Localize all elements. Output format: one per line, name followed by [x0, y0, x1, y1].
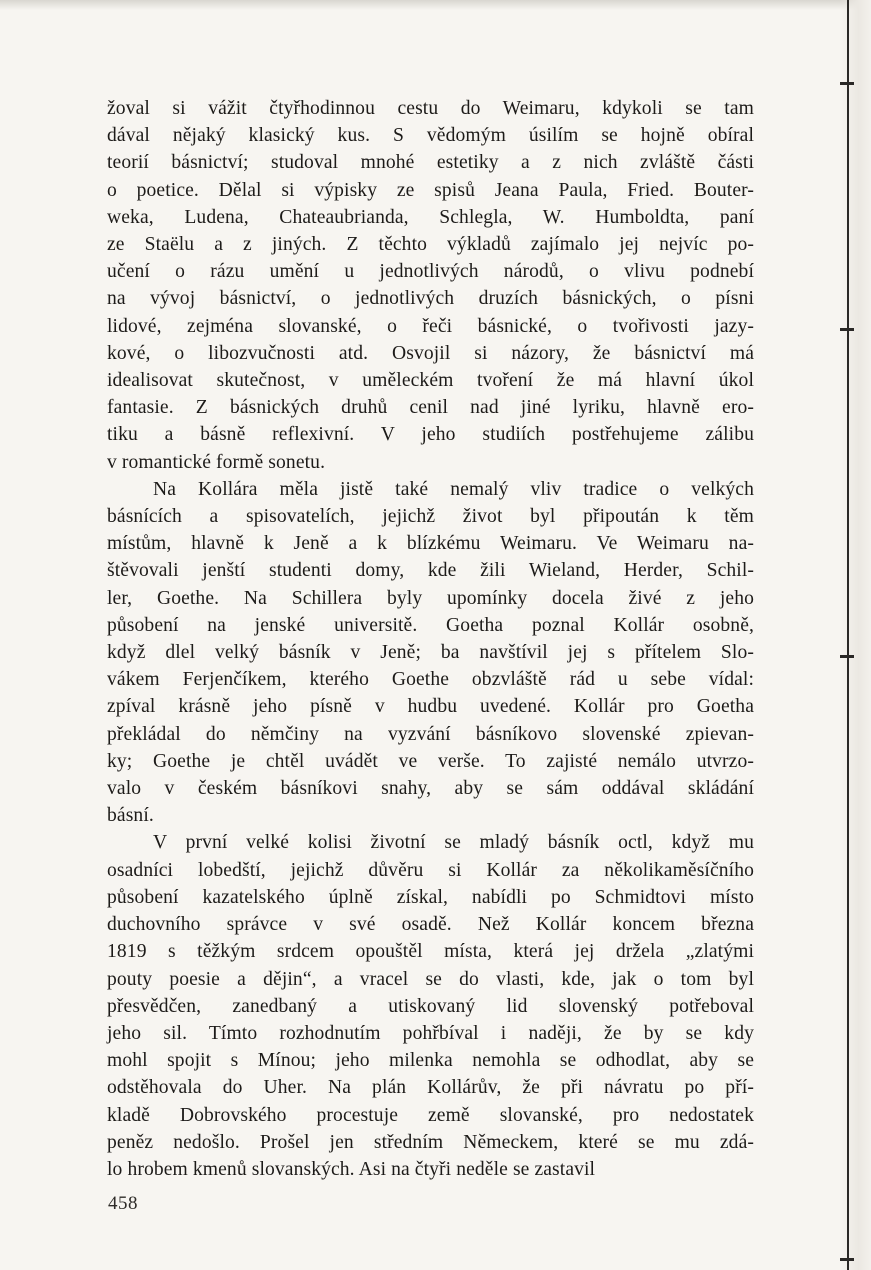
text-line: na vývoj básnictví, o jednotlivých druzích básnických, o písni [107, 288, 754, 310]
text-line: místům, hlavně k Jeně a k blízkému Weimaru. Ve Weimaru na- [107, 533, 754, 555]
text-line: zpíval krásně jeho písně v hudbu uvedené. Kollár pro Goetha [107, 696, 754, 718]
binding-mark [840, 82, 854, 85]
text-line: 1819 s těžkým srdcem opouštěl místa, která jej držela „zlatými [107, 941, 754, 963]
binding-mark [840, 328, 854, 331]
text-line: peněz nedošlo. Prošel jen středním Německem, které se mu zdá- [107, 1131, 754, 1153]
text-line: když dlel velký básník v Jeně; ba navštívil jej s přítelem Slo- [107, 642, 754, 664]
text-line: učení o rázu umění u jednotlivých národů, o vlivu podnebí [107, 261, 754, 283]
text-line: pouty poesie a dějin“, a vracel se do vlasti, kde, jak o tom byl [107, 968, 754, 990]
paragraph [107, 95, 754, 476]
text-line: básnících a spisovatelích, jejichž život byl připoután k těm [107, 506, 754, 528]
text-line: přesvědčen, zanedbaný a utiskovaný lid slovenský potřeboval [107, 995, 754, 1017]
text-line: lo hrobem kmenů slovanských. Asi na čtyři neděle se zastavil [107, 1158, 596, 1180]
book-gutter [840, 0, 871, 1270]
text-line: ler, Goethe. Na Schillera byly upomínky docela živé z jeho [107, 587, 754, 609]
text-line: odstěhovala do Uher. Na plán Kollárův, že při návratu po pří- [107, 1077, 754, 1099]
text-line: štěvovali jenští studenti domy, kde žili Wieland, Herder, Schil- [107, 560, 754, 582]
text-line: osadníci lobedští, jejichž důvěru si Kollár za několikaměsíčního [107, 859, 754, 881]
text-line: kové, o libozvučnosti atd. Osvojil si názory, že básnictví má [107, 342, 754, 364]
text-line: jeho sil. Tímto rozhodnutím pohřbíval i naději, že by se kdy [107, 1022, 754, 1044]
text-line: žoval si vážit čtyřhodinnou cestu do Weimaru, kdykoli se tam [107, 98, 754, 119]
text-line: působení na jenské universitě. Goetha poznal Kollár osobně, [107, 614, 754, 636]
binding-mark [840, 655, 854, 658]
text-line: V první velké kolisi životní se mladý básník octl, když mu [153, 832, 754, 854]
text-line: dával nějaký klasický kus. S vědomým úsilím se hojně obíral [107, 125, 754, 147]
text-line: Na Kollára měla jistě také nemalý vliv tradice o velkých [153, 478, 754, 500]
binding-mark [840, 1258, 854, 1261]
text-line: tiku a básně reflexivní. V jeho studiích postřehujeme zálibu [107, 424, 754, 446]
text-line: ky; Goethe je chtěl uvádět ve verše. To zajisté nemálo utvrzo- [107, 750, 754, 772]
binding-edge [847, 0, 849, 1270]
page-body-text [107, 95, 754, 1183]
text-line: teorií básnictví; studoval mnohé estetiky a z nich zvláště části [107, 152, 754, 174]
text-line: vákem Ferjenčíkem, kterého Goethe obzvláště rád u sebe vídal: [107, 669, 754, 691]
text-line: idealisovat skutečnost, v uměleckém tvoření že má hlavní úkol [107, 370, 754, 392]
scan-top-shadow [0, 0, 871, 10]
text-line: ze Staëlu a z jiných. Z těchto výkladů zajímalo jej nejvíc po- [107, 234, 754, 256]
page-number: 458 [108, 1193, 138, 1214]
text-line: překládal do němčiny na vyzvání básníkovo slovenské zpievan- [107, 723, 754, 745]
text-line: básní. [107, 805, 154, 827]
text-line: působení kazatelského úplně získal, nabídli po Schmidtovi místo [107, 886, 754, 908]
text-line: lidové, zejména slovanské, o řeči básnické, o tvořivosti jazy- [107, 315, 754, 337]
text-line: mohl spojit s Mínou; jeho milenka nemohla se odhodlat, aby se [107, 1050, 754, 1072]
text-line: fantasie. Z básnických druhů cenil nad jiné lyriku, hlavně ero- [107, 397, 754, 419]
text-line: duchovního správce v své osadě. Než Kollár koncem března [107, 914, 754, 936]
paragraph [107, 829, 754, 1183]
text-line: valo v českém básníkovi snahy, aby se sám oddával skládání [107, 778, 754, 800]
text-line: v romantické formě sonetu. [107, 451, 326, 473]
paragraph [107, 476, 754, 830]
text-line: kladě Dobrovského procestuje země slovanské, pro nedostatek [107, 1104, 754, 1126]
text-line: weka, Ludena, Chateaubrianda, Schlegla, W. Humboldta, paní [107, 206, 754, 228]
text-line: o poetice. Dělal si výpisky ze spisů Jeana Paula, Fried. Bouter- [107, 179, 754, 201]
